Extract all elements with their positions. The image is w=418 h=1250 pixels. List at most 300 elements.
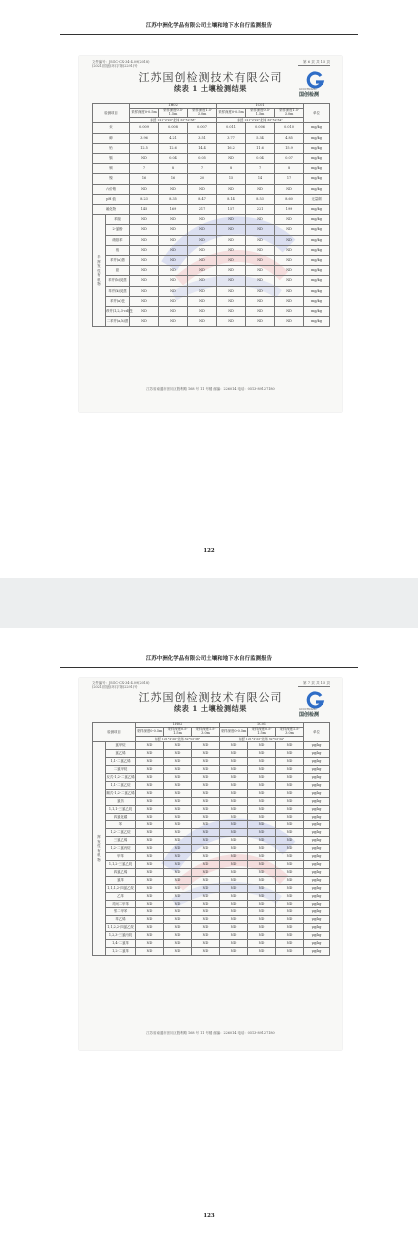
header-depth: 采样深度0.5-1.5m [248, 727, 276, 736]
category-char: 挥 [97, 259, 101, 264]
page-of-label: 第 6 页 共 15 页 [303, 60, 330, 64]
row-value: ND [217, 256, 246, 266]
row-item-name: 1,2,3-三氯丙烷 [106, 932, 136, 940]
row-value: 16 [159, 174, 188, 184]
table-row [93, 908, 330, 916]
table-row [93, 133, 330, 143]
row-value: ND [159, 317, 188, 327]
report-number: (2021)国创(环)字第(2291)号 [92, 64, 138, 68]
table-row [93, 750, 330, 758]
row-value: 0.007 [188, 123, 217, 133]
table-row [93, 296, 330, 306]
category-label [93, 742, 106, 955]
row-item-name: 氯苯 [106, 876, 136, 884]
row-value: ND [164, 789, 192, 797]
row-value: 15.9 [275, 143, 304, 153]
row-item-name: 1,1-二氯乙烯 [106, 758, 136, 766]
row-item-name: 萘 [106, 245, 130, 255]
row-value: ND [275, 184, 304, 194]
row-value: ND [188, 215, 217, 225]
row-value: ND [246, 266, 275, 276]
row-value: ND [130, 307, 159, 317]
row-unit: μg/kg [304, 932, 330, 940]
header-unit: 单位 [304, 723, 330, 742]
row-value: ND [130, 215, 159, 225]
row-value: ND [164, 892, 192, 900]
row-value: ND [192, 900, 220, 908]
row-value: 7 [246, 164, 275, 174]
row-value: ND [159, 184, 188, 194]
row-value: ND [164, 940, 192, 948]
row-value: ND [248, 916, 276, 924]
row-unit: mg/kg [304, 245, 330, 255]
row-value: ND [136, 900, 164, 908]
table-row [93, 900, 330, 908]
row-value: ND [192, 892, 220, 900]
row-value: ND [159, 296, 188, 306]
row-value: 3.77 [217, 133, 246, 143]
row-value: ND [276, 940, 304, 948]
row-value: ND [130, 225, 159, 235]
row-value: ND [276, 766, 304, 774]
header-site-1: 1H02 [136, 723, 220, 728]
row-unit: mg/kg [304, 154, 330, 164]
row-unit: μg/kg [304, 892, 330, 900]
row-value: 3.96 [130, 133, 159, 143]
row-value: ND [217, 235, 246, 245]
row-value: ND [220, 900, 248, 908]
table-row [93, 766, 330, 774]
row-value: 12.6 [159, 143, 188, 153]
row-value: ND [136, 892, 164, 900]
row-value: ND [192, 758, 220, 766]
row-value: ND [164, 774, 192, 782]
table-row [93, 837, 330, 845]
row-value: ND [275, 266, 304, 276]
table-row [93, 286, 330, 296]
row-value: ND [164, 766, 192, 774]
row-value: ND [164, 837, 192, 845]
row-value: 7 [130, 164, 159, 174]
row-value: ND [136, 940, 164, 948]
row-value: ND [130, 276, 159, 286]
table-row [93, 174, 330, 184]
row-unit: mg/kg [304, 174, 330, 184]
row-value: ND [159, 307, 188, 317]
row-value: ND [220, 947, 248, 955]
row-value: ND [248, 876, 276, 884]
page-number: 122 [203, 548, 215, 554]
row-item-name: 1,1-二氯乙烷 [106, 781, 136, 789]
table-row [93, 853, 330, 861]
row-value: ND [276, 813, 304, 821]
header-depth: 采样深度0.5-1.5m [246, 108, 275, 117]
row-item-name: 二苯并(a,h)蒽 [106, 317, 130, 327]
row-unit: mg/kg [304, 184, 330, 194]
row-item-name: 四氯化碳 [106, 813, 136, 821]
row-value: ND [246, 225, 275, 235]
row-value: ND [130, 296, 159, 306]
row-item-name: 甲苯 [106, 853, 136, 861]
row-value: 0.05 [188, 154, 217, 164]
row-value: ND [276, 932, 304, 940]
row-value: ND [220, 813, 248, 821]
row-value: ND [192, 813, 220, 821]
category-char: 挥 [97, 835, 101, 840]
row-value: 8 [159, 164, 188, 174]
row-item-name: 镍 [93, 174, 130, 184]
row-value: ND [276, 829, 304, 837]
row-unit: μg/kg [304, 837, 330, 845]
row-unit: μg/kg [304, 829, 330, 837]
row-value: ND [130, 317, 159, 327]
row-value: ND [276, 837, 304, 845]
row-unit: mg/kg [304, 286, 330, 296]
company-name: 江苏国创检测技术有限公司 [138, 71, 283, 84]
row-value: ND [276, 947, 304, 955]
table-row [93, 742, 330, 750]
row-value: ND [164, 876, 192, 884]
row-value: ND [217, 317, 246, 327]
row-value: ND [220, 908, 248, 916]
table-row [93, 829, 330, 837]
logo-g-icon [305, 72, 325, 88]
table-row [93, 123, 330, 133]
page-of-label: 第 7 页 共 15 页 [303, 681, 330, 685]
row-unit: 无量纲 [304, 194, 330, 204]
row-value: ND [217, 307, 246, 317]
row-value: ND [164, 797, 192, 805]
row-item-name: 1,2-二氯乙烷 [106, 829, 136, 837]
row-value: ND [220, 868, 248, 876]
row-value: ND [248, 774, 276, 782]
row-value: 15 [217, 174, 246, 184]
row-unit: μg/kg [304, 805, 330, 813]
row-value: ND [192, 750, 220, 758]
table-row [93, 797, 330, 805]
row-unit: μg/kg [304, 789, 330, 797]
row-value: 12.5 [130, 143, 159, 153]
row-value: ND [164, 781, 192, 789]
category-char: 机 [97, 277, 101, 282]
header-unit: 单位 [304, 104, 330, 123]
row-value: ND [192, 789, 220, 797]
row-value: 0.04 [159, 154, 188, 164]
file-number: 文件编号：JSGC-CX-34-4.09(2018) [92, 60, 150, 64]
header-coordinates-1: 东经 121°2'20"北纬 32°52'38" [136, 736, 220, 742]
lab-address: 江苏省南通市崇川区胜利路 168 号 11 号楼 邮编：226014 电话：0513-89127180 [146, 1031, 275, 1035]
row-value: ND [276, 892, 304, 900]
row-value: ND [136, 884, 164, 892]
row-value: ND [220, 766, 248, 774]
row-value: 8.23 [130, 194, 159, 204]
row-item-name: 1,1,2,2-四氯乙烷 [106, 924, 136, 932]
row-value: 0.011 [217, 123, 246, 133]
row-value: ND [159, 245, 188, 255]
row-value: ND [192, 861, 220, 869]
row-value: ND [164, 861, 192, 869]
row-value: 199 [275, 205, 304, 215]
row-value: ND [136, 837, 164, 845]
table-row [93, 184, 330, 194]
logo-subtext: GUOCHUANG [299, 88, 317, 91]
row-unit: μg/kg [304, 821, 330, 829]
row-value: 221 [246, 205, 275, 215]
row-value: ND [136, 916, 164, 924]
row-item-name: 砷 [93, 133, 130, 143]
row-unit: mg/kg [304, 205, 330, 215]
row-value: ND [192, 884, 220, 892]
row-value: ND [248, 853, 276, 861]
row-value: ND [220, 797, 248, 805]
row-value: ND [136, 932, 164, 940]
row-unit: μg/kg [304, 908, 330, 916]
row-value: ND [276, 884, 304, 892]
row-value: 4.21 [159, 133, 188, 143]
row-value: 0.04 [246, 154, 275, 164]
header-site-2: 1C01 [220, 723, 304, 728]
row-value: ND [275, 286, 304, 296]
table-row [93, 215, 330, 225]
row-value: ND [192, 766, 220, 774]
row-item-name: 汞 [93, 123, 130, 133]
row-value: ND [192, 932, 220, 940]
row-value: ND [275, 276, 304, 286]
row-value: ND [130, 256, 159, 266]
row-unit: mg/kg [304, 317, 330, 327]
row-value: ND [192, 845, 220, 853]
row-value: 0.010 [275, 123, 304, 133]
row-value: ND [164, 821, 192, 829]
row-value: ND [136, 789, 164, 797]
table-row [93, 845, 330, 853]
row-value: ND [164, 805, 192, 813]
table-row [93, 164, 330, 174]
table-row [93, 205, 330, 215]
table-row [93, 876, 330, 884]
row-item-name: 1,1,1,2-四氯乙烷 [106, 884, 136, 892]
row-value: 20 [188, 174, 217, 184]
header-site-1: 1H02 [130, 104, 217, 109]
page-number: 123 [203, 1213, 215, 1219]
logo-wordmark: 国创检测 [299, 712, 320, 718]
row-value: ND [248, 742, 276, 750]
row-value: ND [248, 766, 276, 774]
row-unit: μg/kg [304, 758, 330, 766]
row-value: ND [220, 750, 248, 758]
row-value: ND [188, 256, 217, 266]
row-value: 217 [188, 205, 217, 215]
row-value: ND [192, 853, 220, 861]
row-item-name: 苯并(b)荧蒽 [106, 276, 130, 286]
row-value: ND [276, 845, 304, 853]
table-row [93, 789, 330, 797]
row-value: ND [136, 781, 164, 789]
row-unit: μg/kg [304, 797, 330, 805]
table-row [93, 758, 330, 766]
row-value: ND [217, 296, 246, 306]
row-unit: μg/kg [304, 876, 330, 884]
row-value: ND [220, 837, 248, 845]
row-item-name: 铅 [93, 143, 130, 153]
report-number: (2021)国创(环)字第(2291)号 [92, 685, 138, 689]
table-subtitle: 续表 1 土壤检测结果 [173, 84, 247, 93]
row-value: ND [276, 774, 304, 782]
row-item-name: 1,4-二氯苯 [106, 940, 136, 948]
row-value: ND [248, 940, 276, 948]
row-item-name: 䓛 [106, 266, 130, 276]
category-char: 机 [97, 853, 101, 858]
row-item-name: 1,1,2-三氯乙烷 [106, 861, 136, 869]
row-value: ND [246, 215, 275, 225]
row-value: ND [220, 932, 248, 940]
row-value: ND [130, 286, 159, 296]
row-unit: μg/kg [304, 884, 330, 892]
row-value: ND [246, 256, 275, 266]
header-item: 检测项目 [93, 104, 130, 123]
row-item-name: 对间二甲苯 [106, 900, 136, 908]
row-value: ND [192, 908, 220, 916]
row-value: ND [220, 758, 248, 766]
row-value: ND [220, 892, 248, 900]
row-value: ND [136, 797, 164, 805]
row-item-name: 茚并(1,2,3-cd)芘 [106, 307, 130, 317]
table-row [93, 884, 330, 892]
header-depth: 采样深度0.5-1.5m [164, 727, 192, 736]
header-coordinates-1: 东经 121°2'20"北纬 32°52'38" [130, 117, 217, 123]
row-value: 16 [130, 174, 159, 184]
row-value: ND [188, 286, 217, 296]
row-unit: mg/kg [304, 235, 330, 245]
table-row [93, 317, 330, 327]
row-value: ND [130, 266, 159, 276]
row-value: ND [164, 758, 192, 766]
row-value: ND [220, 916, 248, 924]
row-value: ND [188, 296, 217, 306]
row-item-name: 氯甲烷 [106, 742, 136, 750]
soil-results-table [92, 103, 330, 327]
row-item-name: 苯 [106, 821, 136, 829]
category-label [93, 215, 106, 327]
row-value: ND [276, 916, 304, 924]
category-char: 性 [97, 268, 101, 273]
row-value: ND [276, 821, 304, 829]
row-value: ND [248, 797, 276, 805]
page-of-rule [298, 65, 330, 66]
table-row [93, 813, 330, 821]
row-value: ND [164, 900, 192, 908]
row-value: ND [136, 868, 164, 876]
header-coordinates-2: 东经 121°2'22"北纬 32°52'34" [217, 117, 304, 123]
row-unit: μg/kg [304, 947, 330, 955]
row-value: ND [192, 805, 220, 813]
row-value: ND [246, 184, 275, 194]
row-value: ND [276, 876, 304, 884]
row-unit: μg/kg [304, 924, 330, 932]
table-row [93, 266, 330, 276]
company-name: 江苏国创检测技术有限公司 [138, 691, 283, 704]
row-value: 5.34 [246, 133, 275, 143]
row-unit: μg/kg [304, 742, 330, 750]
table-row [93, 143, 330, 153]
header-depth: 采样深度1.5-3.0m [276, 727, 304, 736]
header-rule [60, 34, 358, 35]
row-unit: μg/kg [304, 868, 330, 876]
company-logo [293, 692, 333, 716]
row-value: ND [130, 235, 159, 245]
row-value: ND [220, 853, 248, 861]
row-value: ND [217, 286, 246, 296]
category-char: 有 [97, 273, 101, 278]
row-value: 14.4 [188, 143, 217, 153]
table-row [93, 774, 330, 782]
row-value: ND [136, 758, 164, 766]
category-char: 发 [97, 839, 101, 844]
table-row [93, 861, 330, 869]
row-value: ND [217, 245, 246, 255]
row-unit: mg/kg [304, 296, 330, 306]
row-value: ND [136, 947, 164, 955]
row-value: 4.85 [275, 133, 304, 143]
row-value: ND [220, 829, 248, 837]
row-unit: μg/kg [304, 900, 330, 908]
row-value: ND [248, 789, 276, 797]
row-value: ND [275, 225, 304, 235]
row-value: ND [248, 947, 276, 955]
row-value: 0.07 [275, 154, 304, 164]
row-unit: μg/kg [304, 750, 330, 758]
row-value: ND [275, 256, 304, 266]
row-value: ND [192, 742, 220, 750]
soil-results-table [92, 722, 330, 956]
row-value: ND [164, 916, 192, 924]
row-value: ND [159, 266, 188, 276]
row-value: ND [248, 884, 276, 892]
row-value: ND [248, 821, 276, 829]
row-value: ND [276, 868, 304, 876]
row-unit: μg/kg [304, 940, 330, 948]
row-value: ND [276, 742, 304, 750]
row-value: ND [275, 307, 304, 317]
row-value: ND [275, 245, 304, 255]
table-row [93, 868, 330, 876]
row-value: ND [159, 256, 188, 266]
file-number: 文件编号：JSGC-CX-34-4.09(2018) [92, 681, 150, 685]
row-value: ND [276, 797, 304, 805]
row-item-name: 1,2-二氯苯 [106, 947, 136, 955]
row-value: ND [246, 276, 275, 286]
row-value: ND [217, 184, 246, 194]
table-row [93, 781, 330, 789]
row-value: ND [248, 900, 276, 908]
table-row [93, 225, 330, 235]
row-value: ND [276, 805, 304, 813]
row-value: 17 [275, 174, 304, 184]
row-value: 145 [130, 205, 159, 215]
row-value: ND [136, 742, 164, 750]
category-char: 物 [97, 857, 101, 862]
row-item-name: 顺式-1,2-二氯乙烯 [106, 789, 136, 797]
row-unit: mg/kg [304, 256, 330, 266]
row-item-name: 苯并(a)蒽 [106, 256, 130, 266]
row-value: ND [276, 781, 304, 789]
row-unit: μg/kg [304, 766, 330, 774]
row-value: ND [220, 781, 248, 789]
row-value: ND [159, 215, 188, 225]
row-value: 8.60 [275, 194, 304, 204]
row-value: ND [248, 892, 276, 900]
page-of-rule [298, 686, 330, 687]
